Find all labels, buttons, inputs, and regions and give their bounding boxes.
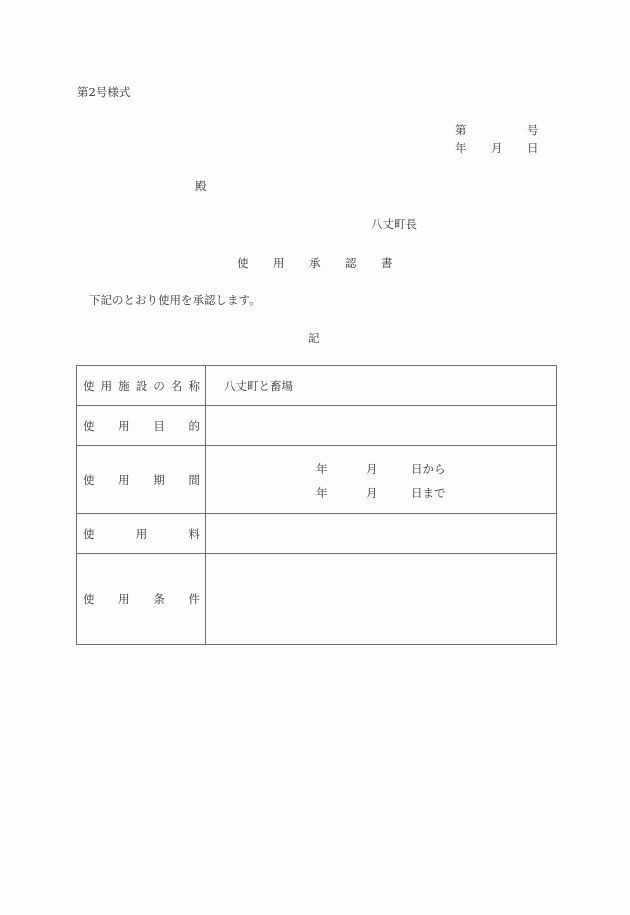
table-row-conditions: [77, 554, 557, 645]
label-char: 施: [118, 378, 130, 393]
period-label: [77, 446, 206, 514]
label-char: 料: [188, 526, 200, 541]
title-char: 使: [237, 256, 249, 270]
period-value: [206, 446, 557, 514]
label-char: 用: [135, 526, 148, 541]
title-char: 書: [381, 256, 393, 270]
label-char: 件: [188, 592, 200, 606]
table-row-purpose: [77, 406, 557, 446]
usage-table: [76, 365, 557, 645]
number-suffix: 号: [527, 123, 539, 137]
fee-value: [206, 514, 557, 554]
table-row-period: [77, 446, 557, 514]
label-char: 目: [153, 418, 165, 433]
purpose-value: [206, 406, 557, 446]
label-char: 使: [83, 526, 95, 541]
issuer: 八丈町長: [371, 217, 417, 231]
label-char: の: [153, 378, 165, 393]
title-char: 承: [309, 256, 321, 270]
date-month: 月: [491, 141, 503, 155]
date-year: 年: [455, 141, 467, 155]
label-char: 間: [188, 472, 200, 487]
from-month: 月: [366, 461, 378, 476]
purpose-label: [77, 406, 206, 446]
label-char: 設: [135, 378, 148, 393]
intro-text: 下記のとおり使用を承認します。: [89, 293, 261, 307]
conditions-value: [206, 554, 557, 645]
label-char: 条: [153, 592, 165, 606]
label-char: 期: [153, 472, 165, 487]
to-month: 月: [366, 485, 378, 500]
label-char: 使: [83, 418, 95, 433]
facility-name-label: [77, 366, 206, 406]
label-char: 用: [118, 472, 130, 487]
label-char: 用: [118, 418, 130, 433]
table-row-fee: [77, 514, 557, 554]
number-prefix: 第: [455, 123, 467, 137]
period-from: [206, 461, 556, 475]
label-char: 的: [188, 418, 200, 433]
ki-heading: 記: [308, 331, 320, 345]
conditions-label: [77, 554, 206, 645]
label-char: 使: [83, 592, 95, 606]
label-char: 使: [83, 378, 95, 393]
from-year: 年: [316, 461, 328, 476]
date-day: 日: [527, 141, 539, 155]
table-row-facility-name: [77, 366, 557, 406]
title-char: 用: [273, 256, 285, 270]
addressee: 殿: [195, 179, 207, 193]
form-number: 第2号様式: [77, 85, 131, 99]
label-char: 称: [188, 378, 200, 393]
facility-name-value: [206, 366, 557, 406]
facility-name-text: 八丈町と畜場: [224, 378, 293, 393]
to-day: 日まで: [411, 485, 446, 500]
from-day: 日から: [411, 461, 446, 476]
label-char: 使: [83, 472, 95, 487]
fee-label: [77, 514, 206, 554]
label-char: 用: [118, 592, 130, 606]
to-year: 年: [316, 485, 328, 500]
period-to: [206, 485, 556, 499]
title-char: 認: [345, 256, 357, 270]
label-char: 用: [100, 378, 113, 393]
label-char: 名: [170, 378, 183, 393]
